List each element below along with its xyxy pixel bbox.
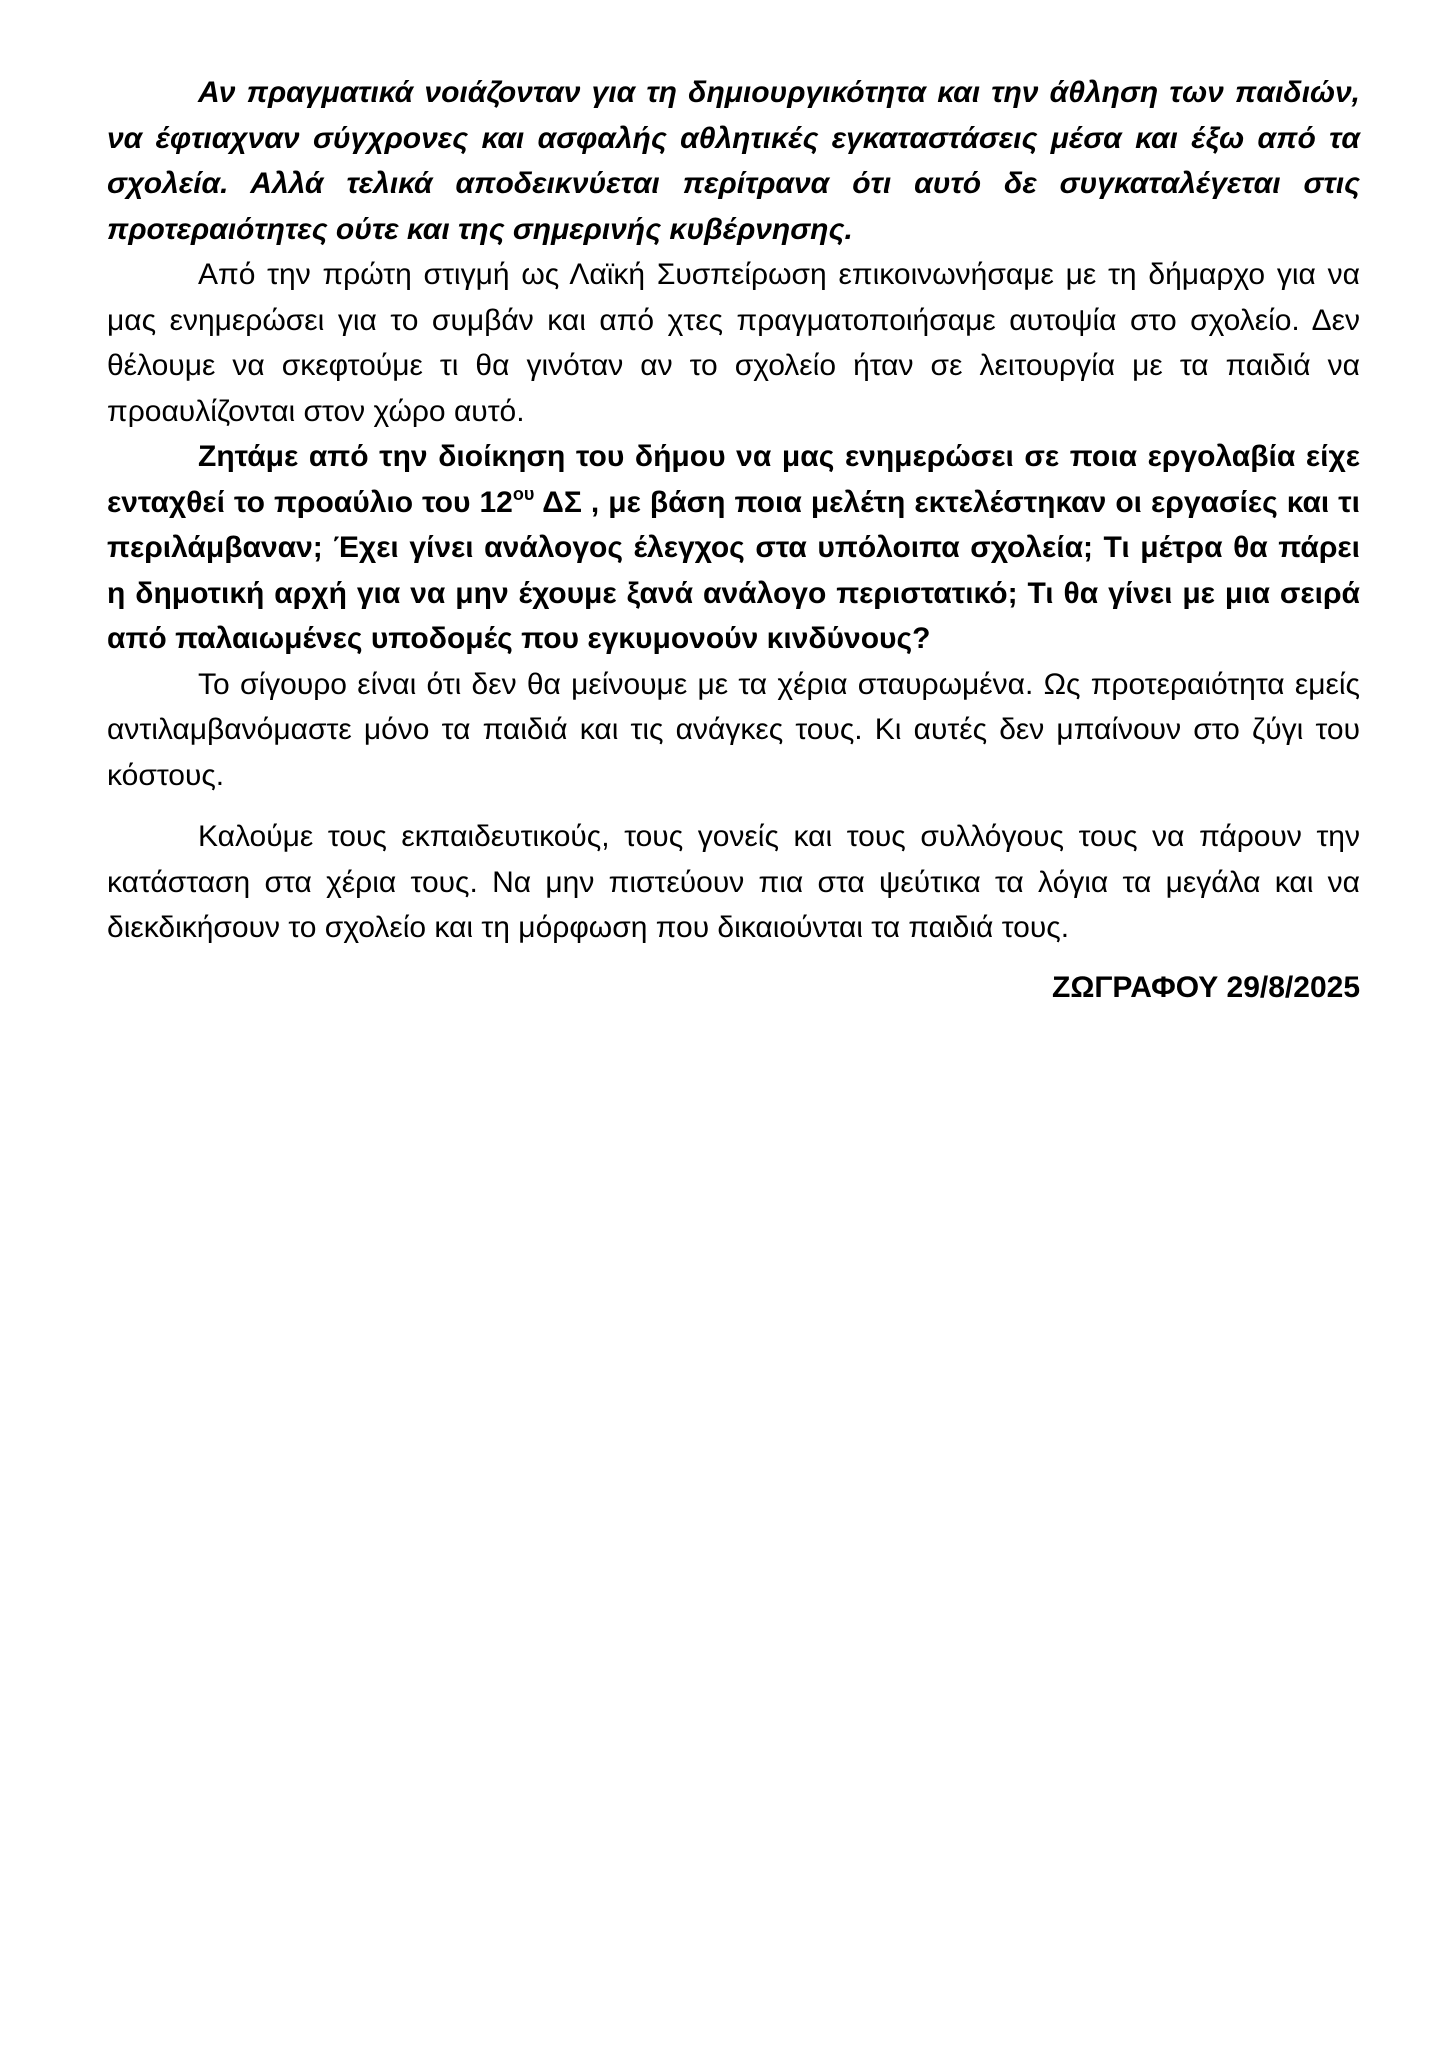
document-page: [107, 70, 1360, 1010]
paragraph-3-text-before: Ζητάμε από την διοίκηση του δήμου να μας ενημερώσει σε ποια εργολαβία είχε ενταχθεί το προαύλιο του 12: [107, 440, 1360, 519]
signature-place-date: ΖΩΓΡΑΦΟΥ 29/8/2025: [1052, 970, 1360, 1004]
paragraph-5: Καλούμε τους εκπαιδευτικούς, τους γονείς και τους συλλόγους τους να πάρουν την κατάσταση στα χέρια τους. Να μην πιστεύουν πια στα ψεύτικα τα λόγια τα μεγάλα και να διεκδικήσουν το σχολείο και τη μόρφωση που δικαιούνται τα παιδιά τους.: [107, 820, 1360, 944]
paragraph-1: Αν πραγματικά νοιάζονταν για τη δημιουργικότητα και την άθληση των παιδιών, να έφτιαχναν σύγχρονες και ασφαλής αθλητικές εγκαταστάσεις μέσα και έξω από τα σχολεία. Αλλά τελικά αποδεικνύεται περίτρανα ότι αυτό δε συγκαταλέγεται στις προτεραιότητες ούτε και της σημερινής κυβέρνησης.: [107, 76, 1360, 246]
paragraph-3: [107, 434, 1360, 662]
paragraph-3-text-after: ΔΣ , με βάση ποια μελέτη εκτελέστηκαν οι εργασίες και τι περιλάμβαναν; Έχει γίνει ανάλογος έλεγχος στα υπόλοιπα σχολεία; Τι μέτρα θα πάρει η δημοτική αρχή για να μην έχουμε ξανά ανάλογο περιστατικό; Τι θα γίνει με μια σειρά από παλαιωμένες υποδομές που εγκυμονούν κινδύνους?: [107, 485, 1360, 655]
ordinal-superscript: ου: [512, 483, 535, 504]
paragraph-4: Το σίγουρο είναι ότι δεν θα μείνουμε με τα χέρια σταυρωμένα. Ως προτεραιότητα εμείς αντιλαμβανόμαστε μόνο τα παιδιά και τις ανάγκες τους. Κι αυτές δεν μπαίνουν στο ζύγι του κόστους.: [107, 667, 1360, 792]
paragraph-2: Από την πρώτη στιγμή ως Λαϊκή Συσπείρωση επικοινωνήσαμε με τη δήμαρχο για να μας ενημερώσει για το συμβάν και από χτες πραγματοποιήσαμε αυτοψία στο σχολείο. Δεν θέλουμε να σκεφτούμε τι θα γινόταν αν το σχολείο ήταν σε λειτουργία με τα παιδιά να προαυλίζονται στον χώρο αυτό.: [107, 258, 1360, 428]
